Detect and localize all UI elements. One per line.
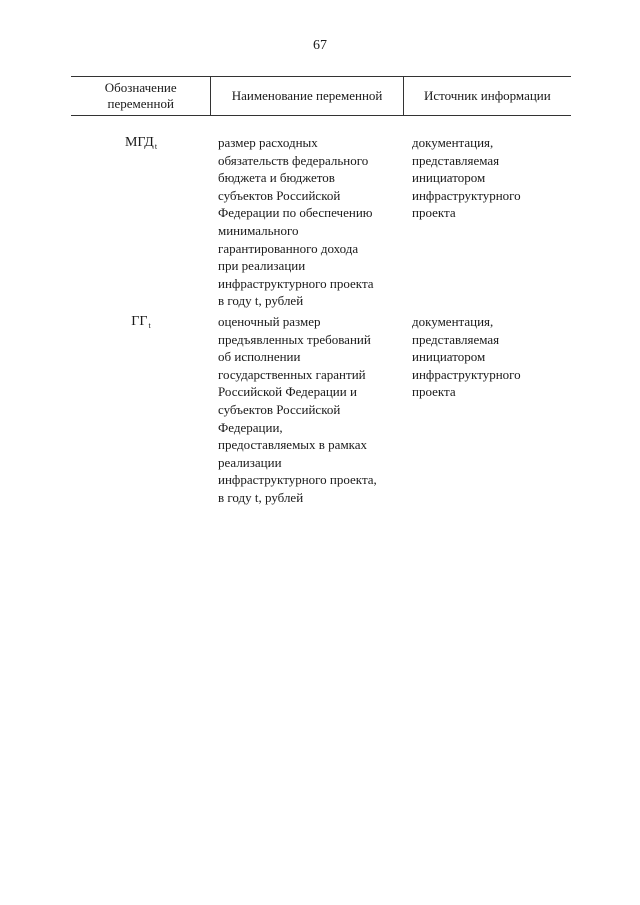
information-source: документация, представляемая инициатором инфраструктурного проекта [412,135,521,221]
header-source: Источник информации [423,88,551,103]
table-row [71,313,571,507]
symbol-text: ГГ [131,313,148,329]
information-source: документация, представляемая инициатором инфраструктурного проекта [412,313,521,400]
variable-symbol [71,313,211,335]
table-row [71,134,571,310]
variable-symbol [71,134,211,156]
symbol-subscript: t [154,142,158,151]
variable-name: оценочный размер предъявленных требований об исполнении государственных гарантий Российской Федерации и субъектов Российской Федерации, предоставляемых в рамках реализации инфраструктурного проекта, в году t, рублей [218,313,377,505]
page-number: 67 [313,38,327,53]
variables-table [71,76,571,506]
header-symbol: Обозначение переменной [104,80,177,111]
header-name: Наименование переменной [210,77,403,115]
variable-name: размер расходных обязательств федерального бюджета и бюджетов субъектов Российской Федерации по обеспечению минимального гарантированного дохода при реализации инфраструктурного проекта в году t, рублей [218,135,374,309]
symbol-subscript: t [148,320,151,330]
table-header [71,76,571,116]
symbol-text: МГД [124,135,154,150]
